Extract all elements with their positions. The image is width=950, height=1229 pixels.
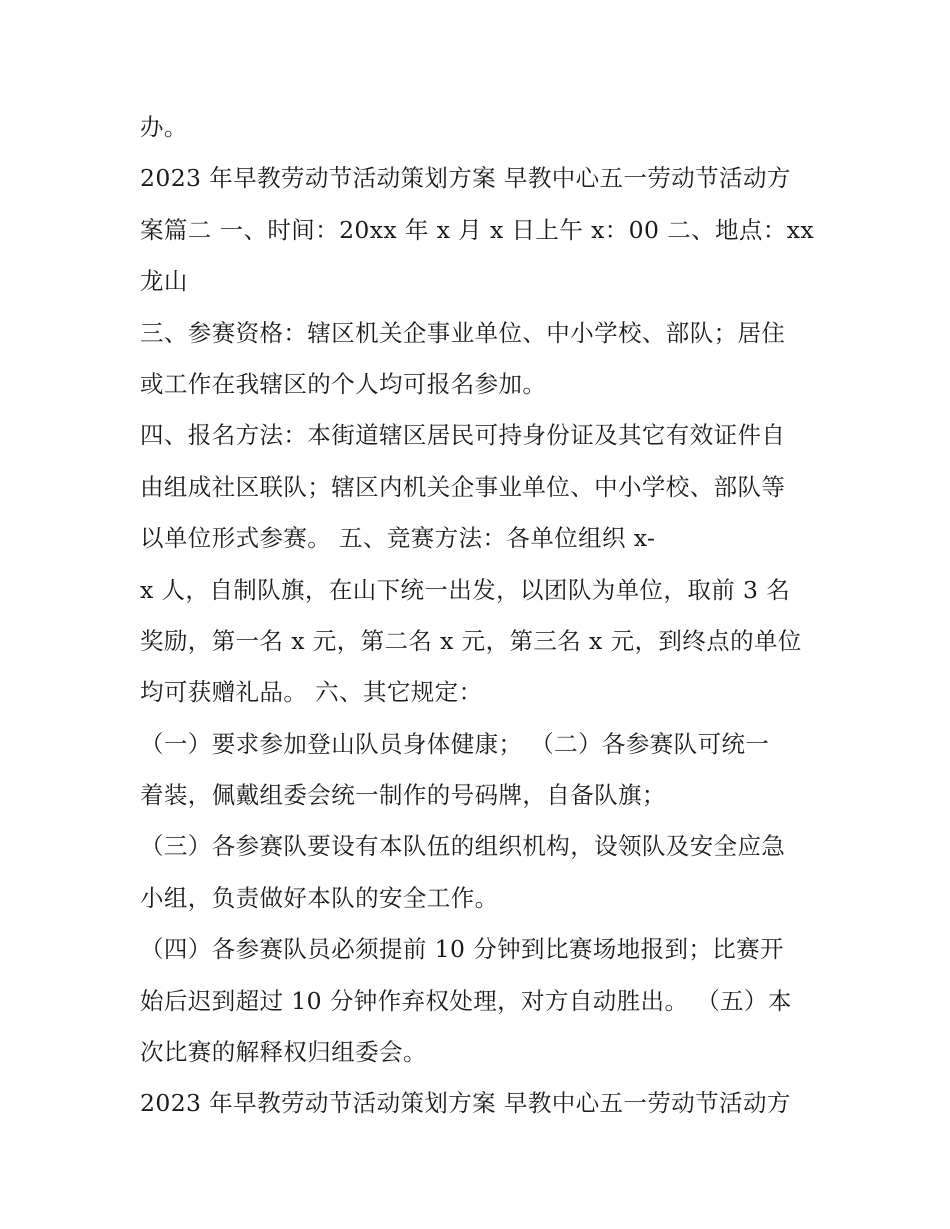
text-line: 着装，佩戴组委会统一制作的号码牌，自备队旗； — [140, 781, 666, 810]
text-line: 办。 — [140, 113, 188, 141]
text-line: 三、参赛资格：辖区机关企事业单位、中小学校、部队；居住 — [140, 318, 786, 347]
text-line: 案篇二 一、时间：20xx 年 x 月 x 日上午 x：00 二、地点：xx — [140, 215, 815, 244]
document-body — [140, 102, 840, 1130]
text-line: 2023 年早教劳动节活动策划方案 早教中心五一劳动节活动方 — [140, 1089, 791, 1118]
text-line: 2023 年早教劳动节活动策划方案 早教中心五一劳动节活动方 — [140, 164, 791, 193]
text-line: 由组成社区联队；辖区内机关企事业单位、中小学校、部队等 — [140, 472, 786, 501]
text-line: 均可获赠礼品。 六、其它规定： — [140, 678, 483, 707]
text-line: 四、报名方法：本街道辖区居民可持身份证及其它有效证件自 — [140, 421, 786, 450]
text-line: 或工作在我辖区的个人均可报名参加。 — [140, 369, 547, 398]
text-line: （三）各参赛队要设有本队伍的组织机构，设领队及安全应急 — [140, 832, 786, 861]
text-line: （一）要求参加登山队员身体健康； （二）各参赛队可统一 — [140, 729, 770, 758]
text-line: 奖励，第一名 x 元，第二名 x 元，第三名 x 元，到终点的单位 — [140, 626, 802, 655]
text-line: 龙山 — [140, 267, 188, 296]
text-line: x 人，自制队旗，在山下统一出发，以团队为单位，取前 3 名 — [140, 575, 791, 604]
text-line: 次比赛的解释权归组委会。 — [140, 1038, 427, 1067]
text-line: 小组，负责做好本队的安全工作。 — [140, 883, 499, 912]
text-line: 以单位形式参赛。 五、竞赛方法：各单位组织 x- — [140, 524, 656, 553]
text-line: （四）各参赛队员必须提前 10 分钟到比赛场地报到；比赛开 — [140, 935, 784, 964]
text-line: 始后迟到超过 10 分钟作弃权处理，对方自动胜出。 （五）本 — [140, 986, 792, 1015]
